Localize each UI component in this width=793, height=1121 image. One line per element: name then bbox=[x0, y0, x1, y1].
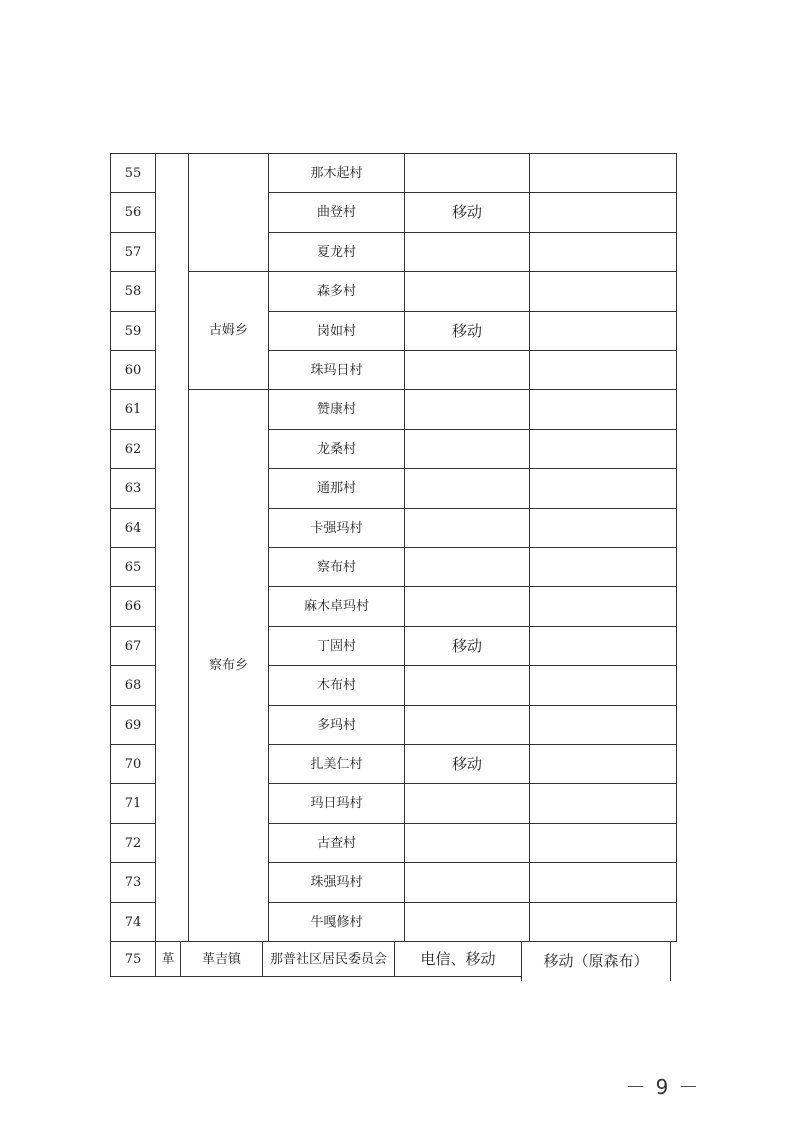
row-number-cell: 72 bbox=[110, 823, 156, 863]
network-cell bbox=[404, 232, 530, 272]
network-cell: 移动 bbox=[404, 744, 530, 784]
note-cell bbox=[529, 271, 677, 312]
village-cell: 岗如村 bbox=[268, 311, 405, 351]
village-cell: 珠玛日村 bbox=[268, 350, 405, 390]
page-number: －9－ bbox=[625, 1074, 709, 1099]
note-cell bbox=[529, 192, 677, 233]
note-cell bbox=[529, 547, 677, 587]
network-cell bbox=[404, 468, 530, 509]
village-cell: 曲登村 bbox=[268, 192, 405, 233]
network-cell: 移动 bbox=[404, 192, 530, 233]
village-cell: 多玛村 bbox=[268, 705, 405, 745]
township-cell: 古姆乡 bbox=[188, 271, 269, 390]
village-cell: 扎美仁村 bbox=[268, 744, 405, 784]
row-number-cell: 75 bbox=[110, 941, 156, 977]
note-cell bbox=[529, 311, 677, 351]
row-number-cell: 58 bbox=[110, 271, 156, 312]
county-cell bbox=[155, 153, 189, 942]
village-cell: 赞康村 bbox=[268, 389, 405, 430]
row-number-cell: 74 bbox=[110, 902, 156, 942]
network-cell bbox=[404, 783, 530, 824]
township-cell bbox=[188, 153, 269, 272]
township-cell: 革吉镇 bbox=[180, 941, 263, 977]
network-cell bbox=[404, 389, 530, 430]
note-cell bbox=[529, 823, 677, 863]
row-number-cell: 64 bbox=[110, 508, 156, 548]
note-cell bbox=[529, 153, 677, 193]
row-number-cell: 61 bbox=[110, 389, 156, 430]
note-cell bbox=[529, 232, 677, 272]
village-cell: 牛嘎修村 bbox=[268, 902, 405, 942]
village-cell: 龙桑村 bbox=[268, 429, 405, 469]
note-cell bbox=[529, 744, 677, 784]
network-cell bbox=[404, 429, 530, 469]
village-cell: 那普社区居民委员会 bbox=[262, 941, 395, 977]
village-cell: 通那村 bbox=[268, 468, 405, 509]
note-cell bbox=[529, 350, 677, 390]
row-number-cell: 73 bbox=[110, 862, 156, 903]
network-cell bbox=[404, 586, 530, 627]
note-cell bbox=[529, 902, 677, 942]
note-cell bbox=[529, 665, 677, 706]
note-cell bbox=[529, 389, 677, 430]
network-cell bbox=[404, 665, 530, 706]
note-cell: 移动（原森布） bbox=[521, 941, 671, 981]
network-cell: 移动 bbox=[404, 626, 530, 666]
village-cell: 丁固村 bbox=[268, 626, 405, 666]
note-cell bbox=[529, 508, 677, 548]
note-cell bbox=[529, 705, 677, 745]
township-cell: 察布乡 bbox=[188, 389, 269, 942]
row-number-cell: 67 bbox=[110, 626, 156, 666]
village-cell: 麻木卓玛村 bbox=[268, 586, 405, 627]
row-number-cell: 65 bbox=[110, 547, 156, 587]
village-cell: 那木起村 bbox=[268, 153, 405, 193]
village-cell: 森多村 bbox=[268, 271, 405, 312]
row-number-cell: 60 bbox=[110, 350, 156, 390]
village-cell: 古查村 bbox=[268, 823, 405, 863]
row-number-cell: 62 bbox=[110, 429, 156, 469]
note-cell bbox=[529, 783, 677, 824]
network-cell bbox=[404, 902, 530, 942]
row-number-cell: 57 bbox=[110, 232, 156, 272]
network-cell bbox=[404, 823, 530, 863]
note-cell bbox=[529, 429, 677, 469]
row-number-cell: 68 bbox=[110, 665, 156, 706]
row-number-cell: 56 bbox=[110, 192, 156, 233]
network-cell bbox=[404, 271, 530, 312]
row-number-cell: 55 bbox=[110, 153, 156, 193]
note-cell bbox=[529, 468, 677, 509]
county-cell: 革 bbox=[155, 941, 181, 977]
row-number-cell: 71 bbox=[110, 783, 156, 824]
village-cell: 珠强玛村 bbox=[268, 862, 405, 903]
row-number-cell: 59 bbox=[110, 311, 156, 351]
network-cell bbox=[404, 153, 530, 193]
village-cell: 玛日玛村 bbox=[268, 783, 405, 824]
row-number-cell: 66 bbox=[110, 586, 156, 627]
network-cell: 移动 bbox=[404, 311, 530, 351]
village-cell: 木布村 bbox=[268, 665, 405, 706]
network-cell bbox=[404, 705, 530, 745]
row-number-cell: 70 bbox=[110, 744, 156, 784]
note-cell bbox=[529, 586, 677, 627]
network-cell bbox=[404, 862, 530, 903]
row-number-cell: 63 bbox=[110, 468, 156, 509]
village-cell: 察布村 bbox=[268, 547, 405, 587]
village-cell: 卡强玛村 bbox=[268, 508, 405, 548]
network-cell bbox=[404, 508, 530, 548]
network-cell bbox=[404, 350, 530, 390]
village-cell: 夏龙村 bbox=[268, 232, 405, 272]
note-cell bbox=[529, 862, 677, 903]
row-number-cell: 69 bbox=[110, 705, 156, 745]
network-cell bbox=[404, 547, 530, 587]
note-cell bbox=[529, 626, 677, 666]
network-cell: 电信、移动 bbox=[394, 941, 522, 977]
